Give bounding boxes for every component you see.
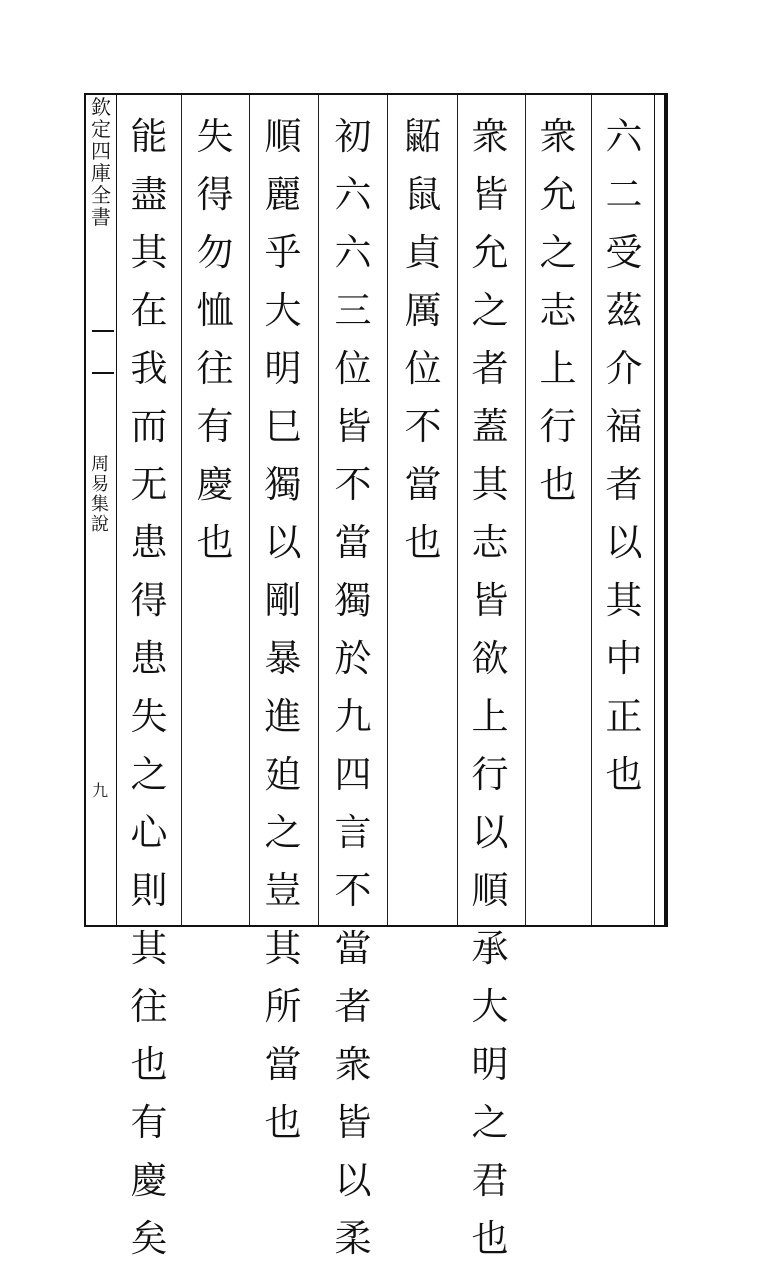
column-character: 有	[130, 1101, 168, 1144]
text-column-8	[122, 108, 176, 1268]
column-character: 六	[334, 231, 372, 274]
column-character: 在	[130, 289, 168, 332]
text-column-6	[256, 108, 310, 1152]
column-character: 上	[471, 695, 509, 738]
column-character: 進	[264, 695, 302, 738]
column-character: 也	[605, 753, 643, 796]
column-character: 位	[404, 347, 442, 390]
column-character: 九	[334, 695, 372, 738]
frame-inner-right	[654, 93, 655, 927]
column-character: 者	[334, 985, 372, 1028]
column-rule	[591, 95, 592, 925]
column-character: 承	[471, 927, 509, 970]
spine-character: 四	[91, 139, 111, 163]
column-character: 有	[196, 405, 234, 448]
column-character: 當	[334, 521, 372, 564]
column-character: 福	[605, 405, 643, 448]
spine-work-title	[86, 455, 114, 535]
column-character: 言	[334, 811, 372, 854]
column-rule	[387, 95, 388, 925]
column-character: 以	[334, 1159, 372, 1202]
column-character: 皆	[471, 579, 509, 622]
column-character: 矣	[130, 1217, 168, 1260]
text-column-4	[396, 108, 450, 572]
column-character: 介	[605, 347, 643, 390]
spine-character: 欽	[91, 95, 111, 119]
column-character: 乎	[264, 231, 302, 274]
column-character: 衆	[471, 115, 509, 158]
column-character: 患	[130, 637, 168, 680]
fish-tail-mark	[92, 330, 114, 374]
column-character: 中	[605, 637, 643, 680]
column-character: 柔	[334, 1217, 372, 1260]
column-character: 盡	[130, 173, 168, 216]
column-character: 以	[605, 521, 643, 564]
column-character: 恤	[196, 289, 234, 332]
column-character: 不	[404, 405, 442, 448]
text-column-1	[597, 108, 651, 804]
column-character: 也	[404, 521, 442, 564]
column-character: 往	[130, 985, 168, 1028]
column-character: 當	[334, 927, 372, 970]
column-character: 慶	[130, 1159, 168, 1202]
column-character: 獨	[334, 579, 372, 622]
spine-character: 易	[91, 474, 109, 495]
column-character: 鼫	[404, 115, 442, 158]
column-character: 鼠	[404, 173, 442, 216]
column-character: 患	[130, 521, 168, 564]
column-character: 以	[264, 521, 302, 564]
column-character: 勿	[196, 231, 234, 274]
spine-character: 定	[91, 117, 111, 141]
column-character: 其	[130, 231, 168, 274]
column-character: 心	[130, 811, 168, 854]
column-character: 明	[471, 1043, 509, 1086]
column-character: 巳	[264, 405, 302, 448]
column-character: 暴	[264, 637, 302, 680]
column-character: 其	[471, 463, 509, 506]
column-character: 所	[264, 985, 302, 1028]
column-character: 得	[130, 579, 168, 622]
column-character: 皆	[334, 1101, 372, 1144]
text-column-2	[531, 108, 585, 514]
column-character: 之	[471, 289, 509, 332]
column-rule	[318, 95, 319, 925]
column-character: 大	[264, 289, 302, 332]
column-character: 衆	[539, 115, 577, 158]
column-character: 六	[605, 115, 643, 158]
column-character: 蓋	[471, 405, 509, 448]
column-character: 其	[264, 927, 302, 970]
column-character: 皆	[334, 405, 372, 448]
page-number: 九	[92, 781, 109, 800]
column-character: 茲	[605, 289, 643, 332]
column-character: 上	[539, 347, 577, 390]
column-character: 允	[471, 231, 509, 274]
column-character: 也	[539, 463, 577, 506]
spine-character: 集	[91, 494, 109, 515]
column-character: 行	[471, 753, 509, 796]
column-character: 於	[334, 637, 372, 680]
column-character: 皆	[471, 173, 509, 216]
column-character: 之	[539, 231, 577, 274]
column-character: 順	[264, 115, 302, 158]
spine-character: 書	[91, 205, 111, 229]
column-character: 獨	[264, 463, 302, 506]
spine-character: 周	[91, 454, 109, 475]
column-character: 其	[605, 579, 643, 622]
column-character: 也	[130, 1043, 168, 1086]
column-character: 之	[130, 753, 168, 796]
column-character: 能	[130, 115, 168, 158]
spine-book-title	[86, 96, 116, 228]
column-character: 正	[605, 695, 643, 738]
column-character: 我	[130, 347, 168, 390]
column-character: 君	[471, 1159, 509, 1202]
spine-character: 全	[91, 183, 111, 207]
column-character: 豈	[264, 869, 302, 912]
column-character: 志	[539, 289, 577, 332]
column-character: 之	[471, 1101, 509, 1144]
column-character: 二	[605, 173, 643, 216]
column-character: 也	[264, 1101, 302, 1144]
column-character: 明	[264, 347, 302, 390]
column-character: 三	[334, 289, 372, 332]
column-character: 行	[539, 405, 577, 448]
column-character: 以	[471, 811, 509, 854]
column-character: 往	[196, 347, 234, 390]
column-character: 當	[404, 463, 442, 506]
text-column-3	[463, 108, 517, 1268]
column-character: 大	[471, 985, 509, 1028]
column-character: 得	[196, 173, 234, 216]
column-character: 者	[471, 347, 509, 390]
column-character: 六	[334, 173, 372, 216]
column-rule	[457, 95, 458, 925]
column-character: 厲	[404, 289, 442, 332]
spine-character: 說	[91, 514, 109, 535]
column-character: 而	[130, 405, 168, 448]
column-character: 失	[196, 115, 234, 158]
column-character: 四	[334, 753, 372, 796]
column-character: 麗	[264, 173, 302, 216]
column-character: 位	[334, 347, 372, 390]
column-character: 當	[264, 1043, 302, 1086]
text-column-5	[326, 108, 380, 1268]
column-character: 則	[130, 869, 168, 912]
column-character: 貞	[404, 231, 442, 274]
frame-right	[664, 93, 668, 927]
column-character: 之	[264, 811, 302, 854]
column-character: 者	[605, 463, 643, 506]
column-character: 其	[130, 927, 168, 970]
frame-top	[84, 93, 666, 95]
column-rule	[181, 95, 182, 925]
column-character: 衆	[334, 1043, 372, 1086]
spine-character: 庫	[91, 161, 111, 185]
column-character: 剛	[264, 579, 302, 622]
spine-rule	[116, 93, 117, 927]
column-character: 志	[471, 521, 509, 564]
column-character: 不	[334, 869, 372, 912]
column-character: 受	[605, 231, 643, 274]
column-character: 欲	[471, 637, 509, 680]
column-character: 也	[196, 521, 234, 564]
column-character: 允	[539, 173, 577, 216]
text-column-7	[188, 108, 242, 572]
column-character: 无	[130, 463, 168, 506]
column-character: 初	[334, 115, 372, 158]
column-character: 慶	[196, 463, 234, 506]
column-rule	[249, 95, 250, 925]
column-character: 也	[471, 1217, 509, 1260]
column-character: 不	[334, 463, 372, 506]
column-character: 廹	[264, 753, 302, 796]
column-character: 順	[471, 869, 509, 912]
column-character: 失	[130, 695, 168, 738]
column-rule	[525, 95, 526, 925]
